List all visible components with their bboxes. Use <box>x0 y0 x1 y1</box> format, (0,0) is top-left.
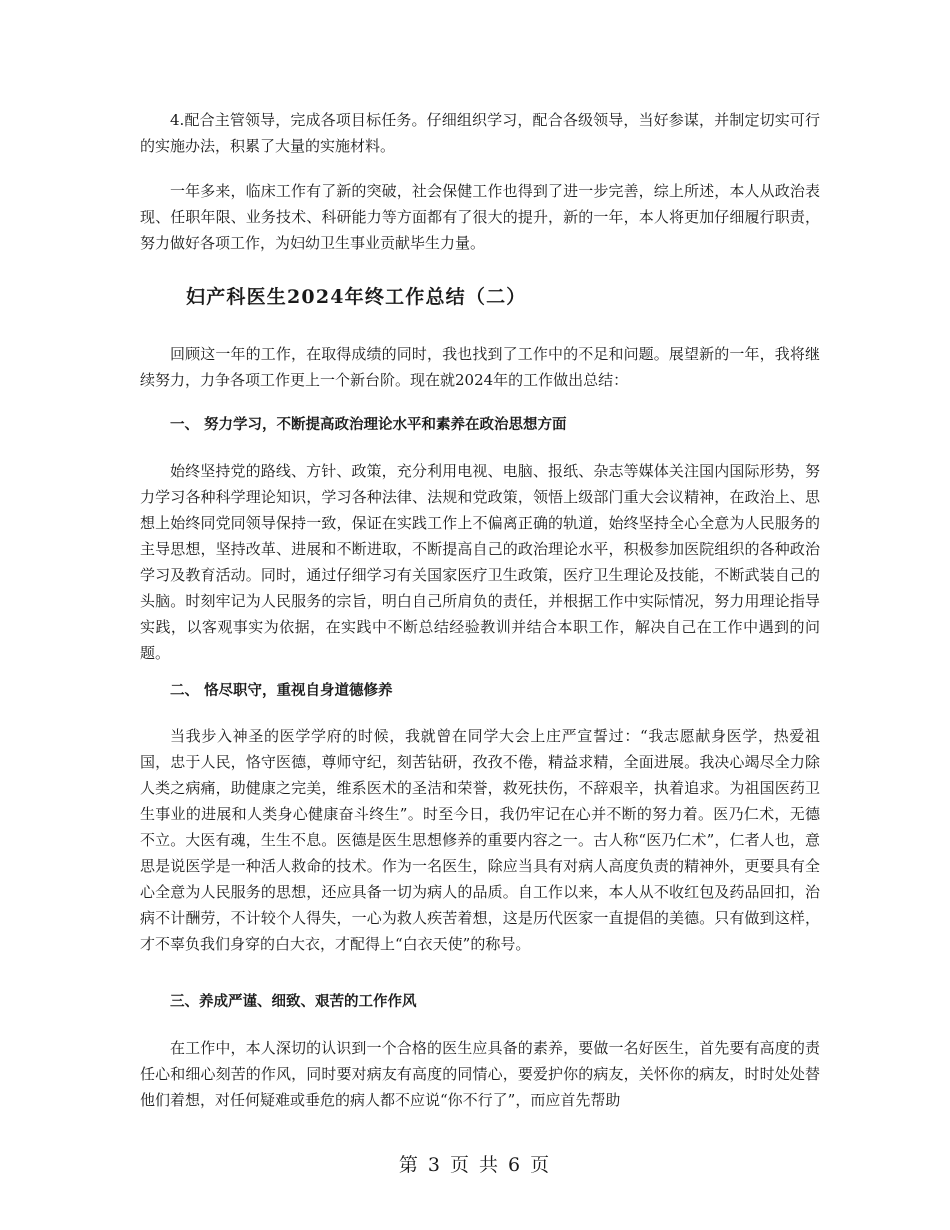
heading-political-study: 一、 努力学习，不断提高政治理论水平和素养在政治思想方面 <box>170 416 567 433</box>
section-title: 妇产科医生2024年终工作总结（二） <box>186 286 527 308</box>
page-number-footer: 第 3 页 共 6 页 <box>398 1154 552 1176</box>
paragraph-work-style: 在工作中，本人深切的认识到一个合格的医生应具备的素养，要做一名好医生，首先要有高度的责任心和细心刻苦的作风，同时要对病友有高度的同情心，要爱护你的病友，关怀你的病友，时时处处替他们着想，对任何疑难或垂危的病人都不应说“你不行了”，而应首先帮助 <box>140 1039 820 1109</box>
paragraph-political-study: 始终坚持党的路线、方针、政策，充分利用电视、电脑、报纸、杂志等媒体关注国内国际形势，努力学习各种科学理论知识，学习各种法律、法规和党政策，领悟上级部门重大会议精神，在政治上、思想上始终同党同领导保持一致，保证在实践工作上不偏离正确的轨道，始终坚持全心全意为人民服务的主导思想，坚持改革、进展和不断进取，不断提高自己的政治理论水平，积极参加医院组织的各种政治学习及教育活动。同时，通过仔细学习有关国家医疗卫生政策，医疗卫生理论及技能，不断武装自己的头脑。时刻牢记为人民服务的宗旨，明白自己所肩负的责任，并根据工作中实际情况，努力用理论指导实践，以客观事实为依据，在实践中不断总结经验教训并结合本职工作，解决自己在工作中遇到的问题。 <box>140 462 820 662</box>
paragraph-task-4: 4.配合主管领导，完成各项目标任务。仔细组织学习，配合各级领导，当好参谋，并制定切实可行的实施办法，积累了大量的实施材料。 <box>140 111 820 155</box>
paragraph-moral-cultivation: 当我步入神圣的医学学府的时候，我就曾在同学大会上庄严宣誓过：“我志愿献身医学，热爱祖国，忠于人民，恪守医德，尊师守纪，刻苦钻研，孜孜不倦，精益求精，全面进展。我决心竭尽全力除人类之病痛，助健康之完美，维系医术的圣洁和荣誉，救死扶伤，不辞艰辛，执着追求。为祖国医药卫生事业的进展和人类身心健康奋斗终生”。时至今日，我仍牢记在心并不断的努力着。医乃仁术，无德不立。大医有魂，生生不息。医德是医生思想修养的重要内容之一。古人称“医乃仁术”，仁者人也，意思是说医学是一种活人救命的技术。作为一名医生，除应当具有对病人高度负责的精神外，更要具有全心全意为人民服务的思想，还应具备一切为病人的品质。自工作以来，本人从不收红包及药品回扣，治病不计酬劳，不计较个人得失，一心为救人疾苦着想，这是历代医家一直提倡的美德。只有做到这样，才不辜负我们身穿的白大衣，才配得上“白衣天使”的称号。 <box>140 727 820 953</box>
heading-moral-cultivation: 二、 恪尽职守，重视自身道德修养 <box>170 682 393 699</box>
heading-work-style: 三、养成严谨、细致、艰苦的工作作风 <box>170 993 417 1010</box>
paragraph-summary: 一年多来，临床工作有了新的突破，社会保健工作也得到了进一步完善，综上所述，本人从政治表现、任职年限、业务技术、科研能力等方面都有了很大的提升，新的一年，本人将更加仔细履行职责，努力做好各项工作，为妇幼卫生事业贡献毕生力量。 <box>140 182 820 252</box>
paragraph-review-intro: 回顾这一年的工作，在取得成绩的同时，我也找到了工作中的不足和问题。展望新的一年，我将继续努力，力争各项工作更上一个新台阶。现在就2024年的工作做出总结： <box>140 345 820 389</box>
